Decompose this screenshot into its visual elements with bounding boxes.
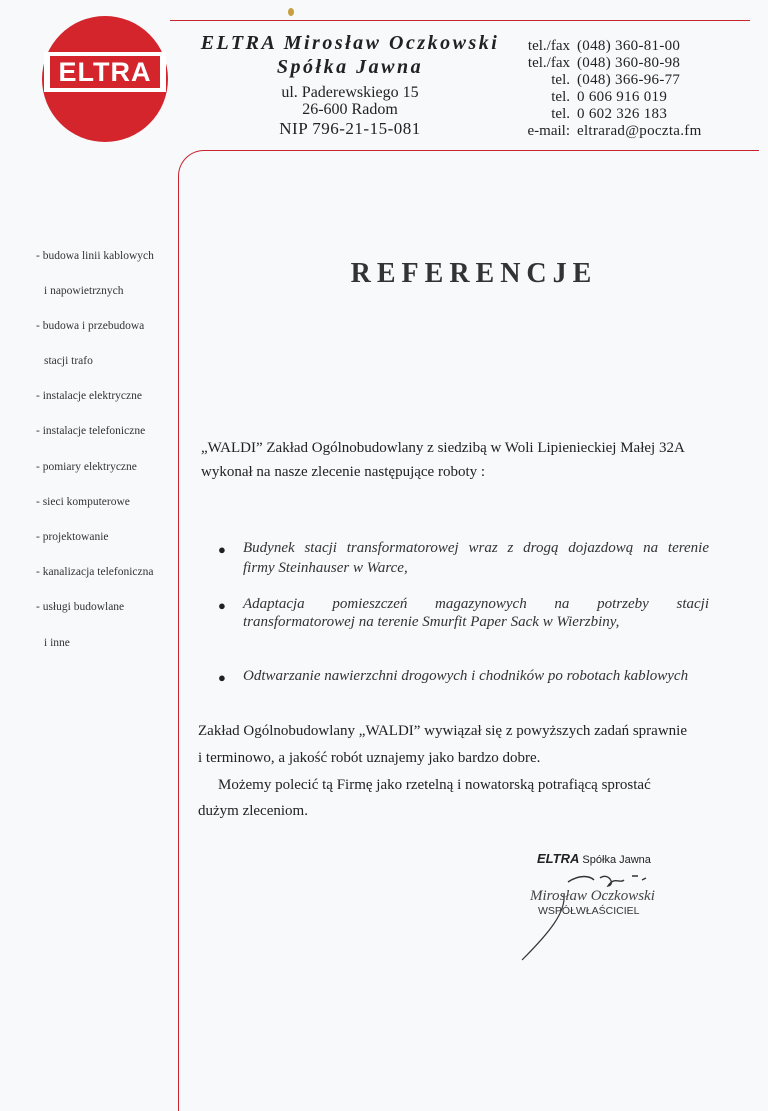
intro-line: „WALDI” Zakład Ogólnobudowlany z siedzibą w Woli Lipienieckiej Małej 32A	[201, 440, 685, 456]
company-form: Spółka Jawna	[276, 56, 424, 78]
company-address	[190, 84, 510, 118]
service-item: - projektowanie	[36, 531, 109, 543]
bullet-icon: ●	[218, 598, 226, 613]
contact-label: tel./fax	[527, 38, 570, 54]
contact-value: (048) 360-80-98	[577, 55, 681, 71]
service-item: i inne	[44, 637, 70, 649]
address-street: ul. Paderewskiego 15	[281, 84, 419, 101]
paragraph-line: i terminowo, a jakość robót uznajemy jako bardzo dobre.	[198, 750, 541, 766]
service-item: - usługi budowlane	[36, 601, 125, 613]
service-item: stacji trafo	[44, 355, 93, 367]
service-item: i napowietrznych	[44, 285, 124, 297]
bullet-line: transformatorowej na terenie Smurfit Paper Sack w Wierzbiny,	[243, 614, 620, 630]
signature-company-bold: ELTRA	[537, 851, 580, 866]
signatory-name: Mirosław Oczkowski	[530, 888, 655, 904]
company-name: ELTRA Mirosław Oczkowski	[200, 32, 500, 54]
service-item: - budowa linii kablowych	[36, 250, 154, 262]
contact-label: tel.	[551, 106, 570, 122]
contact-label: tel./fax	[527, 55, 570, 71]
service-item: - pomiary elektryczne	[36, 461, 137, 473]
bullet-icon: ●	[218, 542, 226, 557]
contact-value: (048) 366-96-77	[577, 72, 681, 88]
service-item: - instalacje elektryczne	[36, 390, 142, 402]
bullet-line: Odtwarzanie nawierzchni drogowych i chodników po robotach kablowych	[243, 668, 689, 684]
contact-value: eltrarad@poczta.fm	[577, 123, 702, 139]
signature-company-rest: Spółka Jawna	[579, 854, 651, 866]
punch-mark	[288, 8, 294, 16]
paragraph-line: dużym zleceniom.	[198, 803, 308, 819]
bullet-line: firmy Steinhauser w Warce,	[243, 560, 408, 576]
contact-value: 0 602 326 183	[577, 106, 668, 122]
signatory-role: WSPÓŁWŁAŚCICIEL	[538, 905, 640, 917]
contact-label: e-mail:	[527, 123, 570, 139]
address-city: 26-600 Radom	[302, 101, 398, 118]
paragraph-line: Zakład Ogólnobudowlany „WALDI” wywiązał się z powyższych zadań sprawnie	[198, 723, 687, 739]
intro-line: wykonał na nasze zlecenie następujące roboty :	[201, 464, 486, 480]
contact-value: 0 606 916 019	[577, 89, 668, 105]
service-item: - budowa i przebudowa	[36, 320, 145, 332]
logo-text: ELTRA	[50, 56, 160, 88]
bullet-icon: ●	[218, 670, 226, 685]
service-item: - instalacje telefoniczne	[36, 425, 146, 437]
bullet-line: Adaptacja pomieszczeń magazynowych na potrzeby stacji	[243, 596, 709, 612]
service-item: - kanalizacja telefoniczna	[36, 566, 154, 578]
contact-label: tel.	[551, 89, 570, 105]
bullet-line: Budynek stacji transformatorowej wraz z drogą dojazdową na terenie	[243, 540, 709, 556]
document-title: REFERENCJE	[350, 258, 598, 289]
header-rule	[170, 20, 750, 21]
company-nip: NIP 796-21-15-081	[279, 119, 421, 138]
service-item: - sieci komputerowe	[36, 496, 130, 508]
paragraph-line: Możemy polecić tą Firmę jako rzetelną i nowatorską potrafiącą sprostać	[218, 777, 651, 793]
contact-value: (048) 360-81-00	[577, 38, 681, 54]
contact-label: tel.	[551, 72, 570, 88]
